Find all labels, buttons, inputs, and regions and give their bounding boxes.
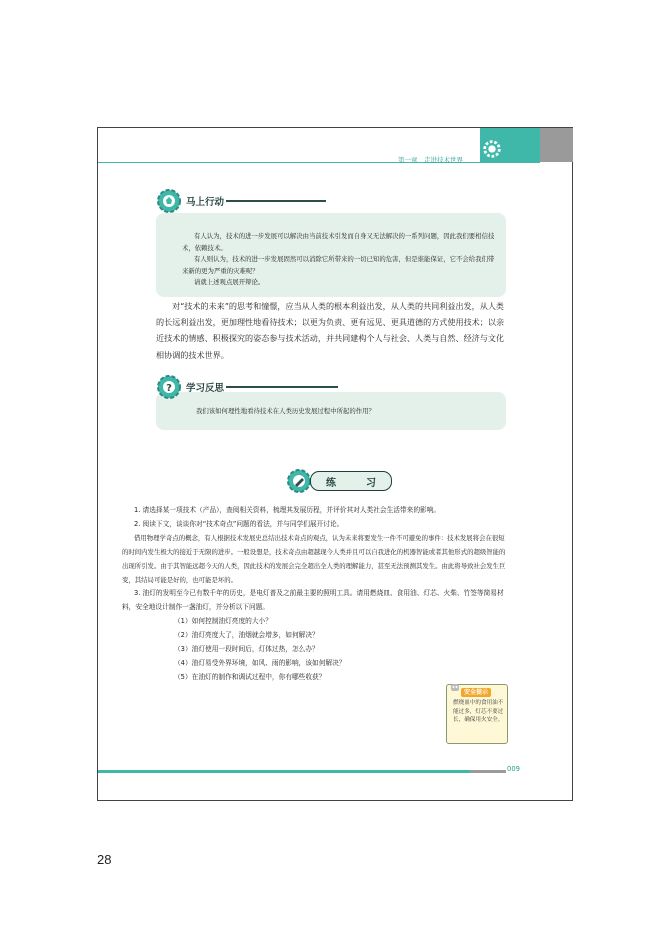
reflection-box-header: [154, 376, 338, 398]
chapter-title: 第一章 走进技术世界: [398, 156, 463, 164]
action-paragraph-2: 有人则认为，技术的进一步发展固然可以消除它所带来的一切已知的危害，但是谁能保证，它不会给我们带来新的更为严重的灾难呢？: [182, 255, 495, 275]
safety-tip-text: 燃烧皿中的食用油不能过多，灯芯不要过长，确保用火安全。: [453, 700, 504, 723]
body-paragraph: 对“技术的未来”的思考和憧憬，应当从人类的根本利益出发，从人类的共同利益出发，从人类的长远利益出发，更加理性地看待技术；以更为负责、更有远见、更具道德的方式使用技术；以亲近技术的情感、积极探究的姿态参与技术活动，并共同建构个人与社会、人类与自然、经济与文化相协调的技术世界。: [156, 301, 505, 360]
reflection-box-title: 学习反思: [186, 383, 225, 394]
exercise-title: [310, 471, 392, 491]
exercise-item-1: 1. 请选择某一项技术（产品），查阅相关资料，梳理其发展历程，并评价其对人类社会生活带来的影响。: [134, 506, 441, 514]
footer-gray-rule: [470, 770, 506, 773]
question-4: （4）油灯易受外界环境，如风、雨的影响，该如何解决？: [174, 658, 346, 667]
exercise-quote: 借用物理学奇点的概念，有人根据技术发展史总结出技术奇点的观点，认为未来将要发生一件不可避免的事件：技术发展将会在很短的时间内发生极大的接近于无限的进步。一般设想是，技术奇点由超越现今人类并且可以自我进化的机器智能或者其他形式的超级智能的出现所引发。由于其智能远超今天的人类，因此技术的发展会完全超出全人类的理解能力，甚至无法预测其发生。由此将导致社会发生巨变，其结局可能是好的，也可能是坏的。: [122, 533, 506, 584]
book-page-number: 009: [507, 765, 520, 773]
safety-tip-box: [446, 684, 508, 744]
action-paragraph-1: 有人认为，技术的进一步发展可以解决由当前技术引发而自身又无法解决的一系列问题，因此我们要相信技术，依赖技术。: [182, 232, 495, 252]
reflection-text: 我们该如何理性地看待技术在人类历史发展过程中所起的作用？: [196, 407, 375, 415]
question-3: （3）油灯使用一段时间后，灯体过热，怎么办？: [174, 645, 319, 654]
exercise-title-char-1: 练: [326, 477, 336, 489]
action-box-header: [154, 190, 326, 212]
gear-hand-icon: [154, 186, 184, 216]
action-box: [156, 213, 506, 297]
scan-page-number: 28: [97, 852, 112, 867]
robot-icon: [449, 681, 461, 693]
svg-text:?: ?: [166, 383, 172, 394]
action-box-rule: [226, 200, 326, 202]
header-gray-block: [540, 128, 573, 162]
action-box-title: 马上行动: [186, 197, 225, 208]
exercise-item-2: 2. 阅读下文，谈谈你对“技术奇点”问题的看法，并与同学们展开讨论。: [134, 519, 344, 528]
question-5: （5）在油灯的制作和调试过程中，你有哪些收获？: [174, 672, 326, 681]
safety-tip-title: 安全提示: [461, 688, 491, 697]
reflection-box-rule: [226, 386, 338, 388]
gear-logo-icon: [481, 138, 503, 160]
question-1: （1）如何控制油灯亮度的大小？: [174, 617, 272, 626]
question-2: （2）油灯亮度大了，油烟就会增多，如何解决？: [174, 631, 319, 640]
exercise-list: [122, 504, 510, 685]
book-page: [97, 127, 573, 801]
exercise-header: [284, 466, 392, 496]
exercise-title-char-2: 习: [366, 477, 376, 489]
action-paragraph-3: 请就上述观点展开辩论。: [194, 278, 265, 286]
header-rule: [98, 162, 540, 163]
footer-teal-rule: [98, 770, 470, 773]
exercise-item-3: 3. 油灯的发明至今已有数千年的历史，是电灯普及之前最主要的照明工具。请用燃烧皿、食用油、灯芯、火柴、竹签等简易材料，安全地设计制作一盏油灯，并分析以下问题。: [122, 589, 504, 612]
question-gear-icon: [154, 372, 184, 402]
